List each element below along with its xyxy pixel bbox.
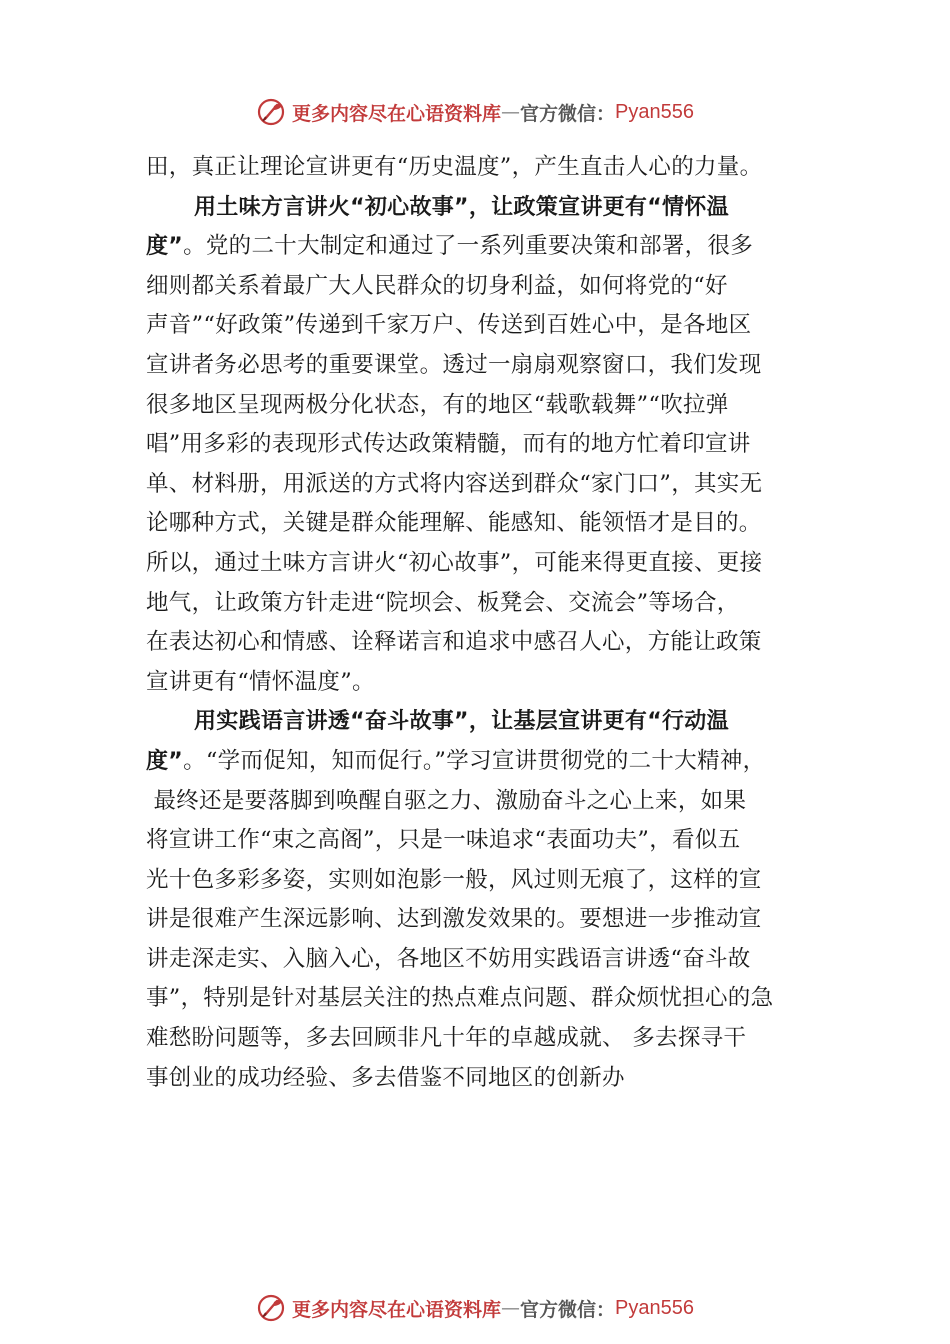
footer-banner <box>0 1288 950 1328</box>
text-line: 细则都关系着最广大人民群众的切身利益，如何将党的“好 <box>146 272 728 299</box>
header-wechat-label: 官方微信： <box>520 102 616 125</box>
section-heading: 用土味方言讲火“初心故事”，让政策宣讲更有“情怀温 <box>194 194 729 220</box>
section-heading-tail: 度” <box>146 234 184 260</box>
quill-logo-icon <box>256 1293 286 1323</box>
text-line: 唱”用多彩的表现形式传达政策精髓，而有的地方忙着印宣讲 <box>146 431 751 458</box>
header-wechat-handle: Pyan556 <box>615 100 694 123</box>
text-line: 事”，特别是针对基层关注的热点难点问题、群众烦忧担心的急 <box>146 985 774 1012</box>
text-line <box>146 742 822 782</box>
text-span: 。“学而促知，知而促行。”学习宣讲贯彻党的二十大精神， <box>183 747 766 774</box>
header-banner <box>0 92 950 132</box>
text-line: 光十色多彩多姿，实则如泡影一般，风过则无痕了，这样的宣 <box>146 866 762 893</box>
text-line: 很多地区呈现两极分化状态，有的地区“载歌载舞”“吹拉弹 <box>146 391 729 418</box>
text-line: 声音”“好政策”传递到千家万户、传送到百姓心中，是各地区 <box>146 312 752 339</box>
text-line: 最终还是要落脚到唤醒自驱之力、激励奋斗之心上来，如果 <box>146 787 747 814</box>
footer-dash: — <box>501 1297 521 1319</box>
section-heading-tail: 度” <box>146 748 184 774</box>
text-line: 讲是很难产生深远影响、达到激发效果的。要想进一步推动宣 <box>146 906 762 933</box>
section-heading: 用实践语言讲透“奋斗故事”，让基层宣讲更有“行动温 <box>194 709 729 735</box>
document-body <box>146 148 822 1098</box>
text-line: 事创业的成功经验、多去借鉴不同地区的创新办 <box>146 1064 625 1091</box>
text-line: 将宣讲工作“束之高阁”，只是一味追求“表面功夫”，看似五 <box>146 827 741 854</box>
text-line: 讲走深走实、入脑入心，各地区不妨用实践语言讲透“奋斗故 <box>146 945 751 972</box>
text-line: 地气，让政策方针走进“院坝会、板凳会、交流会”等场合， <box>146 589 740 616</box>
quill-logo-icon <box>256 97 286 127</box>
footer-wechat-handle: Pyan556 <box>615 1296 694 1319</box>
text-line: 单、材料册，用派送的方式将内容送到群众“家门口”，其实无 <box>146 470 763 497</box>
header-slogan: 更多内容尽在心语资料库 <box>292 102 502 125</box>
text-line: 田，真正让理论宣讲更有“历史温度”，产生直击人心的力量。 <box>146 154 763 180</box>
footer-slogan: 更多内容尽在心语资料库 <box>292 1298 502 1321</box>
text-line: 宣讲者务必思考的重要课堂。透过一扇扇观察窗口，我们发现 <box>146 351 762 378</box>
text-span: 。党的二十大制定和通过了一系列重要决策和部署，很多 <box>183 233 754 260</box>
text-line: 宣讲更有“情怀温度”。 <box>146 668 375 695</box>
text-line: 所以，通过土味方言讲火“初心故事”，可能来得更直接、更接 <box>146 549 763 576</box>
text-line <box>146 227 822 267</box>
text-line: 论哪种方式，关键是群众能理解、能感知、能领悟才是目的。 <box>146 510 762 537</box>
text-line: 难愁盼问题等，多去回顾非凡十年的卓越成就、 多去探寻干 <box>146 1025 747 1052</box>
header-dash: — <box>501 101 521 123</box>
text-line: 在表达初心和情感、诠释诺言和追求中感召人心，方能让政策 <box>146 629 762 656</box>
footer-wechat-label: 官方微信： <box>520 1298 616 1321</box>
